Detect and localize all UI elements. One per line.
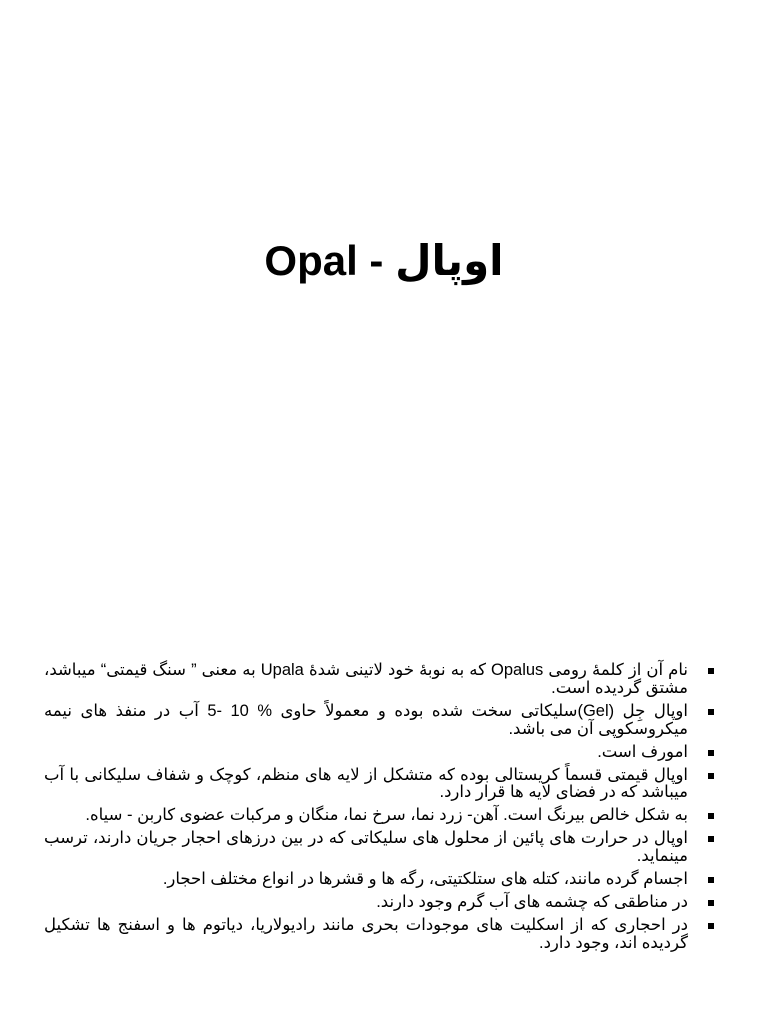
bullet-square-icon	[708, 836, 714, 842]
bullet-square-icon	[708, 877, 714, 883]
bullet-square-icon	[708, 709, 714, 715]
title-latin: Opal	[264, 237, 358, 284]
bullet-item	[44, 871, 720, 889]
bullet-square-icon	[708, 900, 714, 906]
bullet-square-icon	[708, 813, 714, 819]
bullet-square-icon	[708, 750, 714, 756]
bullet-text: اوپال جِل (Gel)سلیکاتی سخت شده بوده و معمولاً حاوی % 10 -5 آب در منفذ های نیمه میکروسکوپی آن می باشد.	[44, 701, 688, 738]
bullet-square-icon	[708, 773, 714, 779]
bullet-text: امورف است.	[597, 742, 688, 761]
bullet-item	[44, 703, 720, 739]
bullet-text: به شکل خالص بیرنگ است. آهن- زرد نما، سرخ نما، منگان و مرکبات عضوی کاربن - سیاه.	[85, 806, 688, 825]
bullet-text: در احجاری که از اسکلیت های موجودات بحری مانند رادیولاریا، دیاتوم ها و اسفنج ها تشکیل گردیده اند، وجود دارد.	[44, 916, 688, 952]
bullet-square-icon	[708, 923, 714, 929]
slide-title	[0, 232, 768, 290]
bullet-item	[44, 917, 720, 953]
bullet-item	[44, 894, 720, 912]
bullet-list	[44, 662, 720, 958]
bullet-text: اوپال قیمتی قسماً کریستالی بوده که متشکل از لایه های منظم، کوچک و شفاف سلیکانی با آب میباشد که در فضای لایه ها قرار دارد.	[44, 765, 688, 802]
bullet-square-icon	[708, 668, 714, 674]
bullet-item	[44, 767, 720, 803]
bullet-item	[44, 807, 720, 825]
bullet-item	[44, 662, 720, 698]
bullet-item	[44, 744, 720, 762]
bullet-item	[44, 830, 720, 866]
title-separator: -	[357, 237, 396, 284]
bullet-text: اوپال در حرارت های پائین از محلول های سلیکاتی که در بین درزهای احجار جریان دارند، ترسب مینماید.	[44, 829, 688, 866]
title-persian: اوپال	[395, 237, 504, 284]
bullet-text: در مناطقی که چشمه های آب گرم وجود دارند.	[376, 893, 688, 912]
bullet-text: اجسام گرده مانند، کتله های ستلکتیتی، رگه ها و قشرها در انواع مختلف احجار.	[162, 870, 688, 889]
bullet-text: نام آن از کلمهٔ رومی Opalus که به نوبهٔ خود لاتینی شدهٔ Upala به معنی ” سنگ قیمتی“ میباشد، مشتق گردیده است.	[44, 661, 688, 697]
